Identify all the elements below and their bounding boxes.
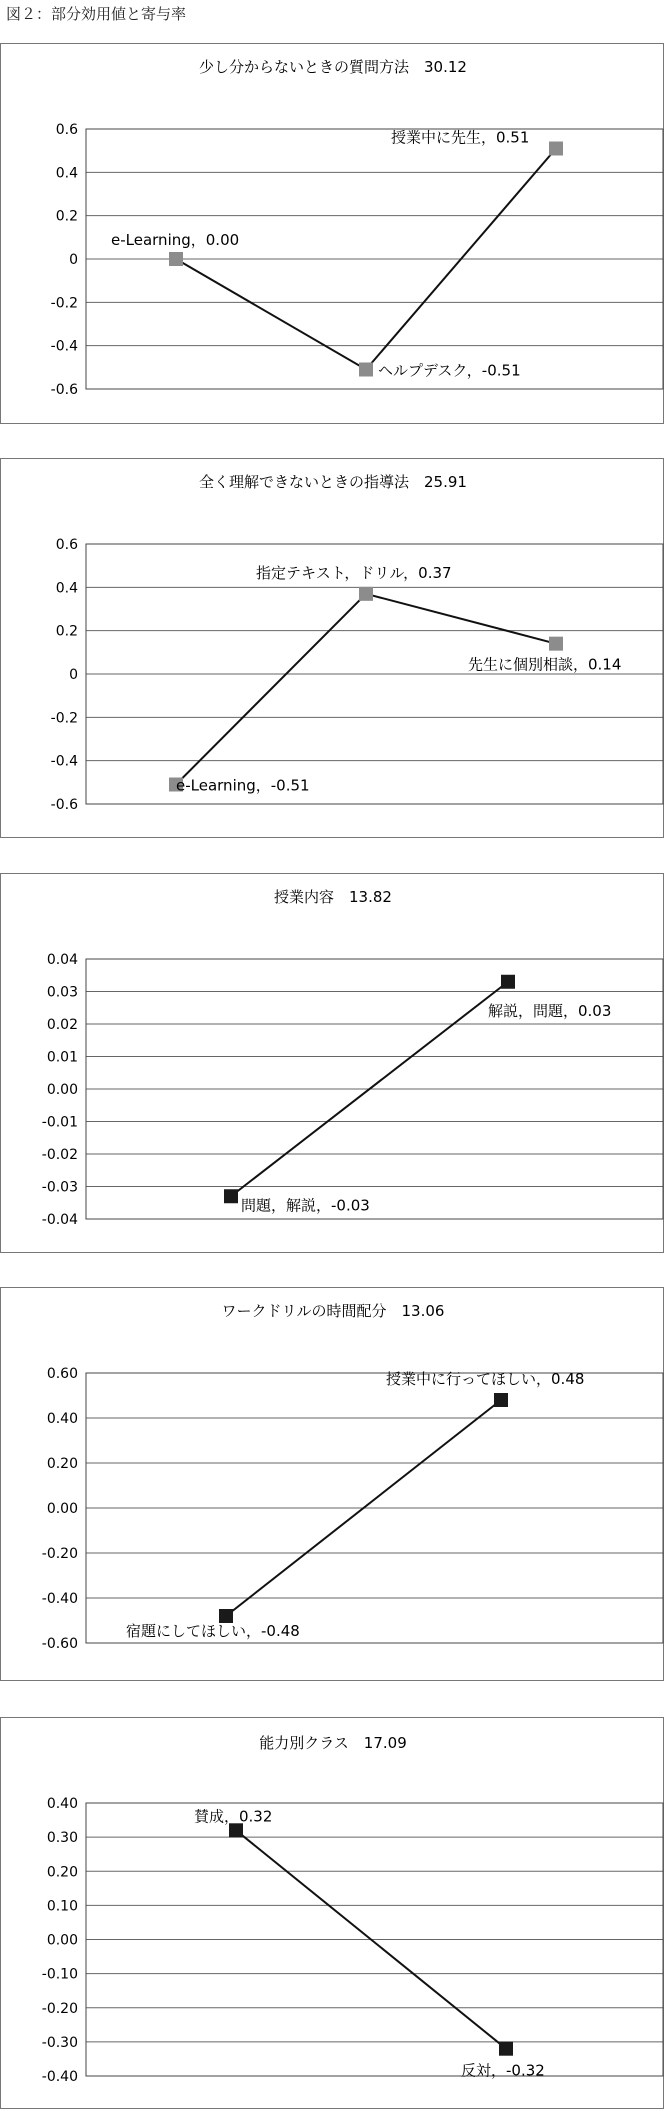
y-tick-label: 0.6 [55, 122, 78, 138]
y-tick-label: 0.2 [55, 623, 78, 640]
data-point-label: 宿題にしてほしい，-0.48 [126, 1622, 300, 1640]
y-tick-label: -0.40 [41, 1591, 78, 1607]
chart-1 [1, 44, 665, 425]
chart-title: 少し分からないときの質問方法 30.12 [199, 58, 467, 76]
y-tick-label: 0.30 [46, 1830, 78, 1847]
data-point-marker [501, 975, 515, 989]
y-tick-label: 0.00 [46, 1932, 78, 1949]
data-point-label: 問題，解説，-0.03 [241, 1196, 370, 1215]
chart-4 [1, 1288, 665, 1682]
y-tick-label: -0.02 [41, 1147, 78, 1163]
data-point-label: 授業中に先生，0.51 [391, 128, 530, 147]
y-tick-label: 0.04 [46, 952, 78, 968]
y-tick-label: 0 [69, 667, 78, 683]
y-tick-label: 0.02 [46, 1017, 78, 1033]
data-point-marker [549, 142, 563, 156]
data-point-marker [229, 1823, 243, 1837]
chart-panel-5 [0, 1717, 664, 2109]
y-tick-label: -0.4 [50, 753, 78, 770]
y-tick-label: -0.10 [41, 1966, 78, 1983]
chart-panel-1 [0, 43, 664, 424]
data-point-label: 授業中に行ってほしい，0.48 [386, 1370, 585, 1388]
y-tick-label: -0.6 [50, 797, 78, 813]
chart-2 [1, 459, 665, 839]
y-tick-label: 0.10 [46, 1898, 78, 1915]
y-tick-label: 0.00 [46, 1501, 78, 1517]
y-tick-label: -0.60 [41, 1636, 78, 1652]
y-tick-label: 0.40 [46, 1796, 78, 1812]
y-tick-label: -0.2 [50, 295, 78, 312]
y-tick-label: -0.2 [50, 710, 78, 727]
y-tick-label: -0.01 [41, 1114, 78, 1131]
y-tick-label: 0.60 [46, 1366, 78, 1382]
data-point-label: 賛成，0.32 [194, 1807, 273, 1826]
y-tick-label: 0.2 [55, 208, 78, 225]
chart-panel-3 [0, 873, 664, 1253]
y-tick-label: -0.30 [41, 2034, 78, 2051]
chart-title: ワークドリルの時間配分 13.06 [221, 1302, 445, 1320]
data-point-label: 指定テキスト，ドリル，0.37 [256, 563, 452, 582]
data-point-label: e-Learning，-0.51 [176, 776, 310, 795]
y-tick-label: 0.00 [46, 1082, 78, 1098]
data-point-label: 解説，問題，0.03 [488, 1001, 612, 1020]
y-tick-label: -0.6 [50, 382, 78, 398]
y-tick-label: 0.6 [55, 537, 78, 553]
data-point-marker [499, 2042, 513, 2056]
y-tick-label: -0.04 [41, 1212, 78, 1228]
series-line [176, 594, 556, 785]
y-tick-label: 0.40 [46, 1411, 78, 1427]
data-point-marker [359, 587, 373, 601]
y-tick-label: 0.03 [46, 984, 78, 1001]
figure-title: 図２：部分効用値と寄与率 [6, 5, 187, 23]
chart-title: 授業内容 13.82 [274, 888, 392, 906]
y-tick-label: 0.01 [46, 1049, 78, 1066]
data-point-label: 先生に個別相談，0.14 [468, 655, 622, 674]
chart-panel-2 [0, 458, 664, 838]
data-point-marker [494, 1393, 508, 1407]
y-tick-label: -0.20 [41, 1546, 78, 1562]
chart-panel-4 [0, 1287, 664, 1681]
y-tick-label: -0.4 [50, 338, 78, 355]
chart-3 [1, 874, 665, 1254]
data-point-label: e-Learning，0.00 [111, 231, 240, 249]
data-point-marker [549, 637, 563, 651]
data-point-marker [224, 1189, 238, 1203]
y-tick-label: -0.03 [41, 1179, 78, 1196]
y-tick-label: -0.40 [41, 2069, 78, 2085]
data-point-label: ヘルプデスク，-0.51 [378, 361, 521, 380]
y-tick-label: 0.4 [55, 580, 78, 597]
chart-title: 能力別クラス 17.09 [259, 1734, 407, 1752]
y-tick-label: -0.20 [41, 2000, 78, 2017]
data-point-marker [359, 363, 373, 377]
y-tick-label: 0.4 [55, 165, 78, 182]
y-tick-label: 0.20 [46, 1456, 78, 1472]
data-point-label: 反対，-0.32 [461, 2061, 545, 2080]
y-tick-label: 0 [69, 252, 78, 268]
chart-title: 全く理解できないときの指導法 25.91 [199, 473, 467, 491]
chart-5 [1, 1718, 665, 2110]
data-point-marker [219, 1609, 233, 1623]
y-tick-label: 0.20 [46, 1864, 78, 1881]
data-point-marker [169, 252, 183, 266]
